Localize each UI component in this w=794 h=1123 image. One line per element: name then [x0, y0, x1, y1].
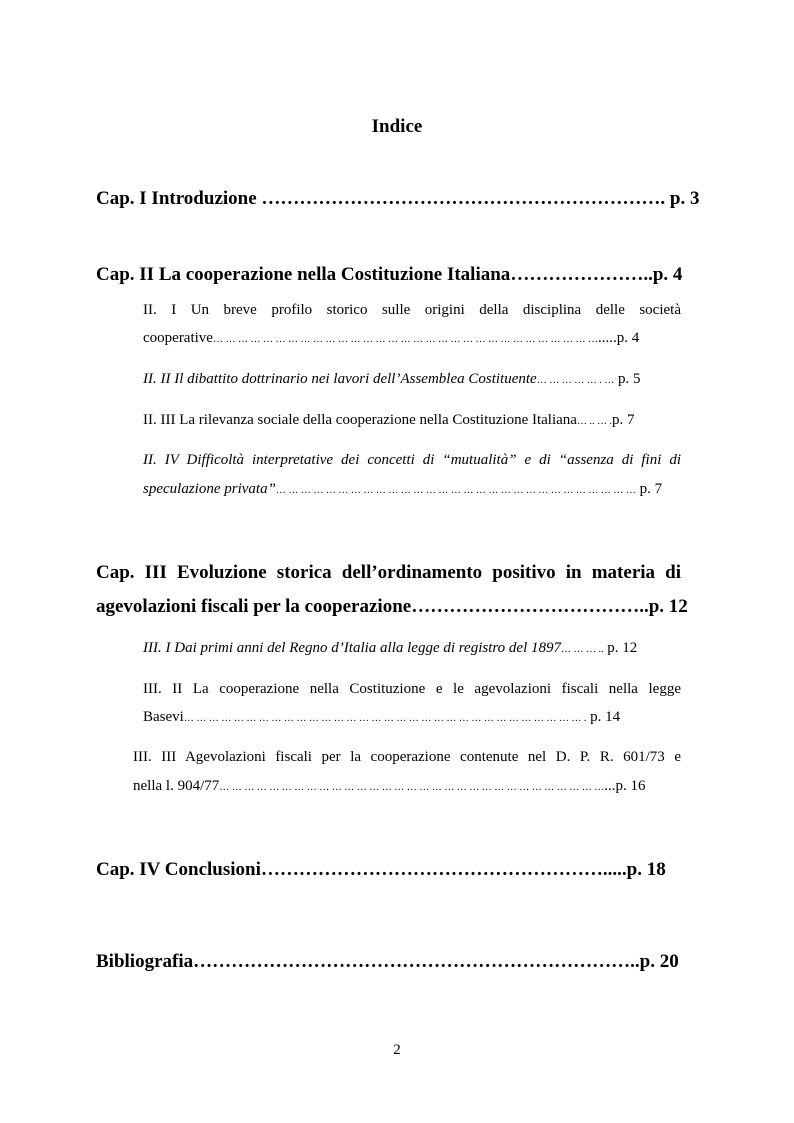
toc-subentry-3-3-line2	[133, 778, 683, 795]
toc-leader: ………………………………..	[411, 596, 649, 617]
toc-entry-cap3-line1: Cap. III Evoluzione storica dell’ordinamento positivo in materia di	[96, 562, 681, 583]
toc-leader: ……………………………………………….....	[260, 859, 627, 880]
toc-leader: … … … … … … … … … … … … … … … … … … … … … … … … … … … … … … …	[219, 782, 605, 793]
toc-subentry-2-3	[143, 412, 683, 429]
toc-page-ref: p. 12	[607, 640, 638, 656]
toc-leader: ……………………………………………………………..	[193, 951, 640, 972]
toc-subentry-2-4-line1: II. IV Difficoltà interpretative dei concetti di “mutualità” e di “assenza di fini di	[143, 452, 681, 468]
toc-entry-label: Basevi	[143, 709, 184, 725]
toc-page-ref: ...p. 16	[604, 778, 646, 794]
toc-entry-label: Cap. II La cooperazione nella Costituzione Italiana	[96, 264, 511, 285]
toc-page-ref: p. 7	[611, 412, 635, 428]
toc-leader: … … … … … … … … … … … … … … … … … … … … … … … … … … … … …	[275, 485, 636, 496]
toc-leader: … … … … … . …	[536, 375, 615, 386]
toc-entry-cap4	[96, 859, 686, 881]
toc-page-ref: p. 5	[617, 371, 641, 387]
toc-leader: … … … ..	[561, 644, 604, 655]
toc-entry-cap2	[96, 264, 686, 286]
toc-page-ref: p. 12	[648, 596, 688, 617]
toc-subentry-2-1-line2	[143, 330, 683, 347]
toc-subentry-3-3-line1: III. III Agevolazioni fiscali per la cooperazione contenute nel D. P. R. 601/73 e	[133, 749, 681, 765]
toc-entry-label: nella l. 904/77	[133, 778, 220, 794]
toc-page-ref: p. 18	[626, 859, 666, 880]
toc-entry-label: agevolazioni fiscali per la cooperazione	[96, 596, 412, 617]
toc-page-ref: p. 7	[639, 481, 663, 497]
toc-entry-cap3-line2	[96, 596, 686, 618]
page-title: Indice	[371, 116, 423, 137]
toc-subentry-2-4-line2	[143, 481, 683, 498]
toc-page-ref: .....p. 4	[597, 330, 640, 346]
toc-entry-label: III. I Dai primi anni del Regno d’Italia alla legge di registro del 1897	[143, 640, 561, 656]
toc-page-ref: p. 3	[669, 188, 700, 209]
toc-subentry-2-2	[143, 371, 683, 388]
toc-subentry-3-2-line1: III. II La cooperazione nella Costituzione e le agevolazioni fiscali nella legge	[143, 681, 681, 697]
toc-leader: … … … … … … … … … … … … … … … … … … … … … … … … … … … … … … …	[212, 334, 598, 345]
toc-page-ref: p. 20	[639, 951, 679, 972]
toc-subentry-3-1	[143, 640, 683, 657]
toc-leader: … .. … .	[576, 416, 612, 427]
toc-page-ref: p. 14	[590, 709, 621, 725]
toc-leader: …………………..	[510, 264, 653, 285]
toc-entry-label: Cap. IV Conclusioni	[96, 859, 261, 880]
toc-subentry-2-1-line1: II. I Un breve profilo storico sulle origini della disciplina delle società	[143, 302, 681, 318]
toc-entry-label: II. II Il dibattito dottrinario nei lavori dell’Assemblea Costituente	[143, 371, 537, 387]
toc-entry-bibliografia	[96, 951, 686, 973]
toc-entry-label: Cap. I Introduzione	[96, 188, 257, 209]
page-number: 2	[393, 1042, 401, 1058]
toc-entry-cap1	[96, 188, 700, 210]
toc-leader: … … … … … … … … … … … … … … … … … … … … … … … … … … … … … … … … .	[183, 713, 587, 724]
toc-subentry-3-2-line2	[143, 709, 683, 726]
toc-leader: ……………………………………………………….	[256, 188, 670, 209]
toc-entry-label: Bibliografia	[96, 951, 194, 972]
toc-page-ref: p. 4	[652, 264, 683, 285]
toc-entry-label: II. III La rilevanza sociale della cooperazione nella Costituzione Italiana	[143, 412, 577, 428]
toc-entry-label: speculazione privata”	[143, 481, 276, 497]
toc-entry-label: cooperative	[143, 330, 213, 346]
